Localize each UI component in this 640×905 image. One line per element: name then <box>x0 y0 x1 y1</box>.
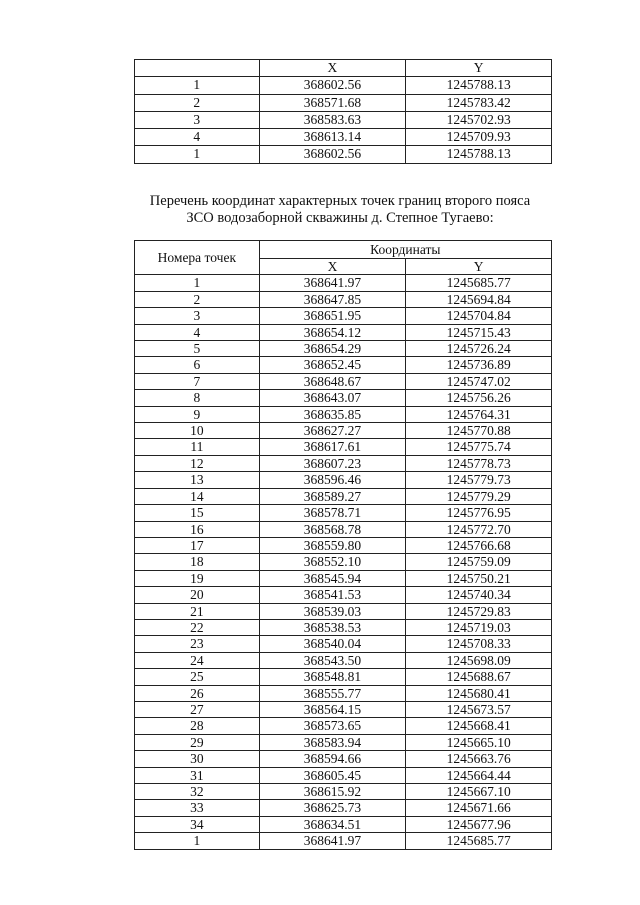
caption-line-2: ЗСО водозаборной скважины д. Степное Тугаево: <box>186 210 494 226</box>
cell-x: 368538.53 <box>259 619 406 635</box>
cell-x: 368583.63 <box>259 111 406 128</box>
cell-y: 1245750.21 <box>406 570 552 586</box>
cell-point-number: 25 <box>135 669 260 685</box>
cell-x: 368634.51 <box>259 816 406 832</box>
table-row <box>135 146 552 163</box>
cell-y: 1245736.89 <box>406 357 552 373</box>
cell-x: 368613.14 <box>259 129 406 146</box>
cell-point-number: 6 <box>135 357 260 373</box>
caption-line-1: Перечень координат характерных точек границ второго пояса <box>149 193 531 209</box>
header-cell-x: X <box>259 60 406 77</box>
cell-x: 368543.50 <box>259 652 406 668</box>
table-row <box>135 537 552 553</box>
cell-point-number: 24 <box>135 652 260 668</box>
table-row <box>135 619 552 635</box>
cell-x: 368564.15 <box>259 701 406 717</box>
cell-point-number: 22 <box>135 619 260 635</box>
cell-point-number: 20 <box>135 587 260 603</box>
table-row <box>135 488 552 504</box>
table-row <box>135 701 552 717</box>
cell-y: 1245704.84 <box>406 308 552 324</box>
cell-x: 368652.45 <box>259 357 406 373</box>
cell-point-number: 13 <box>135 472 260 488</box>
cell-x: 368578.71 <box>259 505 406 521</box>
table-row <box>135 406 552 422</box>
table-row <box>135 636 552 652</box>
table-row <box>135 111 552 128</box>
cell-y: 1245778.73 <box>406 455 552 471</box>
cell-point-number: 1 <box>135 275 260 291</box>
cell-x: 368647.85 <box>259 291 406 307</box>
cell-point-number: 1 <box>135 77 260 94</box>
table-row <box>135 751 552 767</box>
table-row <box>135 800 552 816</box>
cell-y: 1245779.73 <box>406 472 552 488</box>
cell-point-number: 19 <box>135 570 260 586</box>
table-row <box>135 341 552 357</box>
cell-y: 1245715.43 <box>406 324 552 340</box>
cell-y: 1245756.26 <box>406 390 552 406</box>
cell-x: 368615.92 <box>259 784 406 800</box>
cell-x: 368654.12 <box>259 324 406 340</box>
cell-point-number: 12 <box>135 455 260 471</box>
cell-y: 1245671.66 <box>406 800 552 816</box>
cell-point-number: 29 <box>135 734 260 750</box>
header-cell-point <box>135 60 260 77</box>
table-row <box>135 833 552 849</box>
cell-x: 368552.10 <box>259 554 406 570</box>
cell-point-number: 26 <box>135 685 260 701</box>
table-row <box>135 816 552 832</box>
cell-x: 368625.73 <box>259 800 406 816</box>
cell-point-number: 2 <box>135 291 260 307</box>
table-caption <box>100 193 580 227</box>
table-row <box>135 685 552 701</box>
cell-point-number: 3 <box>135 308 260 324</box>
cell-point-number: 17 <box>135 537 260 553</box>
cell-x: 368607.23 <box>259 455 406 471</box>
table-row <box>135 77 552 94</box>
cell-y: 1245685.77 <box>406 833 552 849</box>
cell-y: 1245694.84 <box>406 291 552 307</box>
header-cell-x: X <box>259 259 406 275</box>
cell-point-number: 1 <box>135 833 260 849</box>
table-row <box>135 505 552 521</box>
table-row <box>135 94 552 111</box>
cell-y: 1245688.67 <box>406 669 552 685</box>
table-row <box>135 784 552 800</box>
cell-y: 1245680.41 <box>406 685 552 701</box>
cell-x: 368573.65 <box>259 718 406 734</box>
cell-x: 368555.77 <box>259 685 406 701</box>
cell-x: 368651.95 <box>259 308 406 324</box>
cell-point-number: 30 <box>135 751 260 767</box>
cell-x: 368545.94 <box>259 570 406 586</box>
cell-y: 1245719.03 <box>406 619 552 635</box>
table-row <box>135 275 552 291</box>
table-body <box>135 77 552 163</box>
cell-x: 368605.45 <box>259 767 406 783</box>
cell-point-number: 9 <box>135 406 260 422</box>
cell-point-number: 32 <box>135 784 260 800</box>
header-cell-y: Y <box>406 259 552 275</box>
cell-x: 368602.56 <box>259 146 406 163</box>
header-cell-point-numbers: Номера точек <box>135 241 260 275</box>
coordinates-table-first-belt <box>134 59 552 164</box>
table-row <box>135 291 552 307</box>
cell-y: 1245740.34 <box>406 587 552 603</box>
cell-y: 1245766.68 <box>406 537 552 553</box>
table-row <box>135 570 552 586</box>
cell-point-number: 7 <box>135 373 260 389</box>
cell-point-number: 16 <box>135 521 260 537</box>
table-row <box>135 767 552 783</box>
cell-y: 1245673.57 <box>406 701 552 717</box>
cell-y: 1245759.09 <box>406 554 552 570</box>
cell-y: 1245677.96 <box>406 816 552 832</box>
cell-point-number: 4 <box>135 129 260 146</box>
cell-point-number: 33 <box>135 800 260 816</box>
cell-y: 1245702.93 <box>406 111 552 128</box>
cell-x: 368540.04 <box>259 636 406 652</box>
table-row <box>135 308 552 324</box>
cell-y: 1245663.76 <box>406 751 552 767</box>
cell-y: 1245776.95 <box>406 505 552 521</box>
cell-y: 1245775.74 <box>406 439 552 455</box>
cell-point-number: 2 <box>135 94 260 111</box>
cell-x: 368641.97 <box>259 275 406 291</box>
cell-x: 368559.80 <box>259 537 406 553</box>
cell-point-number: 5 <box>135 341 260 357</box>
table-row <box>135 734 552 750</box>
cell-y: 1245664.44 <box>406 767 552 783</box>
cell-y: 1245788.13 <box>406 146 552 163</box>
cell-point-number: 31 <box>135 767 260 783</box>
table-row <box>135 521 552 537</box>
cell-point-number: 11 <box>135 439 260 455</box>
cell-point-number: 21 <box>135 603 260 619</box>
cell-x: 368541.53 <box>259 587 406 603</box>
table-body <box>135 275 552 849</box>
table-header-row <box>135 60 552 77</box>
cell-point-number: 28 <box>135 718 260 734</box>
cell-y: 1245685.77 <box>406 275 552 291</box>
cell-point-number: 14 <box>135 488 260 504</box>
cell-x: 368641.97 <box>259 833 406 849</box>
table-row <box>135 455 552 471</box>
cell-x: 368602.56 <box>259 77 406 94</box>
cell-y: 1245667.10 <box>406 784 552 800</box>
table-row <box>135 554 552 570</box>
cell-x: 368643.07 <box>259 390 406 406</box>
cell-point-number: 10 <box>135 423 260 439</box>
cell-x: 368568.78 <box>259 521 406 537</box>
cell-y: 1245709.93 <box>406 129 552 146</box>
cell-x: 368594.66 <box>259 751 406 767</box>
header-cell-y: Y <box>406 60 552 77</box>
cell-x: 368583.94 <box>259 734 406 750</box>
cell-y: 1245665.10 <box>406 734 552 750</box>
cell-x: 368635.85 <box>259 406 406 422</box>
table-row <box>135 652 552 668</box>
cell-x: 368539.03 <box>259 603 406 619</box>
table-row <box>135 603 552 619</box>
cell-point-number: 23 <box>135 636 260 652</box>
cell-y: 1245764.31 <box>406 406 552 422</box>
cell-point-number: 15 <box>135 505 260 521</box>
cell-x: 368654.29 <box>259 341 406 357</box>
table-row <box>135 718 552 734</box>
cell-x: 368589.27 <box>259 488 406 504</box>
cell-y: 1245783.42 <box>406 94 552 111</box>
table-row <box>135 423 552 439</box>
cell-x: 368596.46 <box>259 472 406 488</box>
table-row <box>135 587 552 603</box>
cell-y: 1245698.09 <box>406 652 552 668</box>
cell-point-number: 18 <box>135 554 260 570</box>
table-row <box>135 129 552 146</box>
cell-y: 1245772.70 <box>406 521 552 537</box>
table-row <box>135 390 552 406</box>
table-row <box>135 472 552 488</box>
cell-y: 1245747.02 <box>406 373 552 389</box>
table-row <box>135 669 552 685</box>
table-row <box>135 439 552 455</box>
cell-point-number: 27 <box>135 701 260 717</box>
cell-point-number: 34 <box>135 816 260 832</box>
cell-y: 1245726.24 <box>406 341 552 357</box>
cell-y: 1245779.29 <box>406 488 552 504</box>
table-row <box>135 324 552 340</box>
cell-x: 368571.68 <box>259 94 406 111</box>
cell-point-number: 1 <box>135 146 260 163</box>
cell-point-number: 4 <box>135 324 260 340</box>
cell-y: 1245708.33 <box>406 636 552 652</box>
cell-y: 1245770.88 <box>406 423 552 439</box>
cell-point-number: 3 <box>135 111 260 128</box>
coordinates-table-second-belt <box>134 240 552 850</box>
table-row <box>135 373 552 389</box>
cell-x: 368617.61 <box>259 439 406 455</box>
cell-y: 1245668.41 <box>406 718 552 734</box>
cell-y: 1245729.83 <box>406 603 552 619</box>
header-cell-coordinates: Координаты <box>259 241 551 259</box>
cell-x: 368648.67 <box>259 373 406 389</box>
cell-point-number: 8 <box>135 390 260 406</box>
table-row <box>135 357 552 373</box>
table-header-row <box>135 241 552 259</box>
cell-x: 368627.27 <box>259 423 406 439</box>
cell-y: 1245788.13 <box>406 77 552 94</box>
cell-x: 368548.81 <box>259 669 406 685</box>
